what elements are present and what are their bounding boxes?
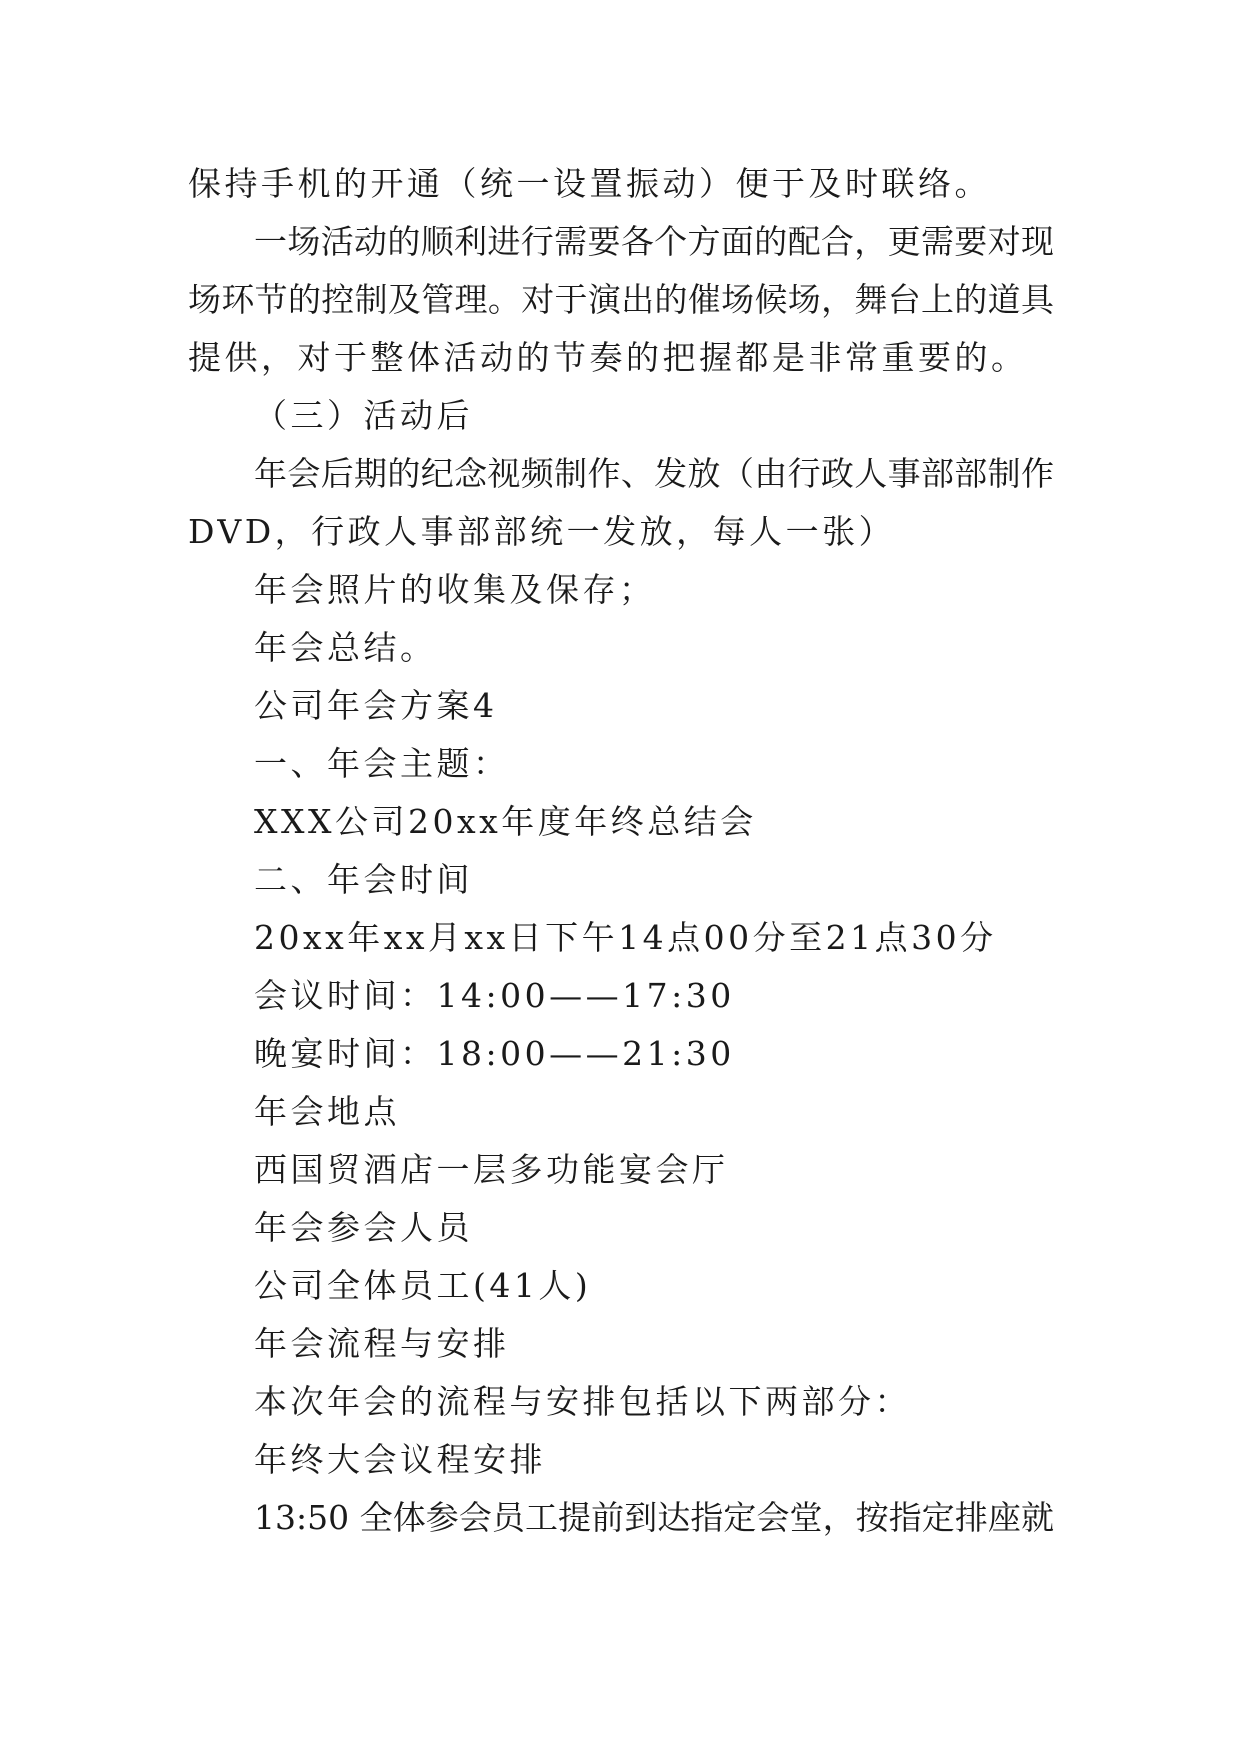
section-heading: 年会流程与安排 <box>254 1324 510 1363</box>
paragraph-line: 晚宴时间：18:00——21:30 <box>254 1034 735 1073</box>
paragraph-line: 西国贸酒店一层多功能宴会厅 <box>254 1150 729 1189</box>
paragraph-line: 年会后期的纪念视频制作、发放（由行政人事部部制作 <box>254 454 1054 493</box>
paragraph-line: DVD，行政人事部部统一发放，每人一张） <box>188 512 896 551</box>
paragraph-line: 年会总结。 <box>254 628 437 667</box>
paragraph-line: 年会照片的收集及保存； <box>254 570 656 609</box>
paragraph-line: 场环节的控制及管理。对于演出的催场候场，舞台上的道具 <box>188 280 1054 319</box>
section-heading: 二、年会时间 <box>254 860 473 899</box>
paragraph-line: 20xx年xx月xx日下午14点00分至21点30分 <box>254 918 997 957</box>
paragraph-line: 会议时间：14:00——17:30 <box>254 976 735 1015</box>
document-body <box>188 155 1054 1547</box>
paragraph-line: 一场活动的顺利进行需要各个方面的配合，更需要对现 <box>254 222 1054 261</box>
section-heading: （三）活动后 <box>254 396 473 435</box>
paragraph-line: 保持手机的开通（统一设置振动）便于及时联络。 <box>188 164 991 203</box>
paragraph-line: XXX公司20xx年度年终总结会 <box>254 802 757 841</box>
section-heading: 年终大会议程安排 <box>254 1440 546 1479</box>
section-heading: 一、年会主题： <box>254 744 510 783</box>
paragraph-line: 13:50 全体参会员工提前到达指定会堂，按指定排座就 <box>254 1498 1054 1537</box>
section-heading: 年会地点 <box>254 1092 400 1131</box>
section-heading: 年会参会人员 <box>254 1208 473 1247</box>
document-title: 公司年会方案4 <box>254 686 498 725</box>
paragraph-line: 提供，对于整体活动的节奏的把握都是非常重要的。 <box>188 338 1028 377</box>
paragraph-line: 公司全体员工(41人) <box>254 1266 592 1305</box>
paragraph-line: 本次年会的流程与安排包括以下两部分： <box>254 1382 911 1421</box>
